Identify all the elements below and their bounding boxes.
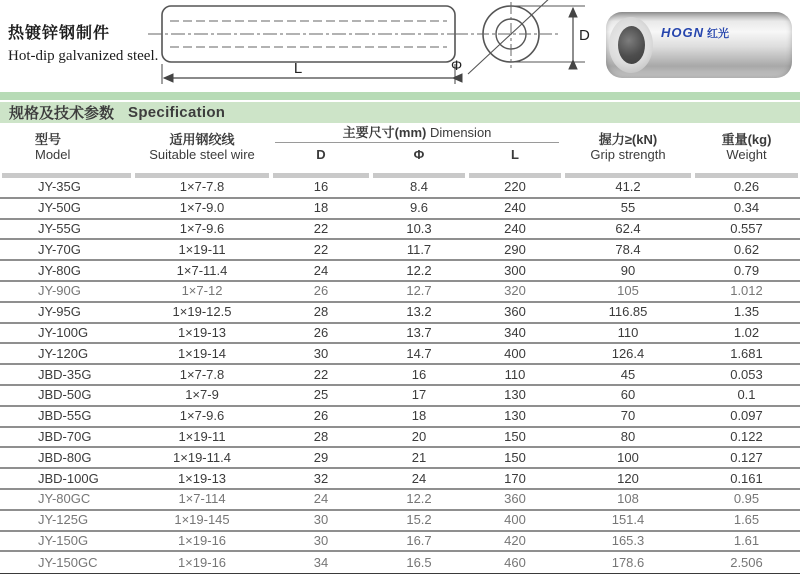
- d-cell: 24: [313, 491, 329, 507]
- l-cell: 110: [504, 366, 526, 382]
- grip-cell: 55: [620, 200, 636, 216]
- col-header-wire: 适用钢绞线 Suitable steel wire: [149, 132, 255, 162]
- l-cell: 400: [504, 345, 526, 361]
- table-row: [0, 552, 800, 573]
- wire-cell: 1×7-7.8: [179, 366, 225, 382]
- section-title-cn: 规格及技术参数: [9, 105, 115, 122]
- model-cell: JY-150GC: [38, 554, 98, 570]
- phi-cell: 24: [411, 470, 427, 486]
- intro-block: [8, 20, 158, 65]
- l-cell: 170: [504, 470, 526, 486]
- grip-cell: 126.4: [611, 345, 645, 361]
- col-group-dimension: 主要尺寸(mm) Dimension D Φ L: [271, 123, 563, 162]
- model-cell: JY-100G: [38, 324, 89, 340]
- d-cell: 30: [313, 532, 329, 548]
- model-cell: JY-95G: [38, 304, 81, 320]
- model-cell: JY-150G: [38, 532, 89, 548]
- grip-cell: 105: [617, 283, 639, 299]
- phi-cell: 12.7: [406, 283, 432, 299]
- phi-cell: 14.7: [406, 345, 432, 361]
- wire-cell: 1×7-7.8: [179, 179, 225, 195]
- top-section: [0, 0, 800, 92]
- model-cell: JBD-70G: [38, 428, 92, 444]
- page-title-en: Hot-dip galvanized steel.: [8, 48, 159, 64]
- model-cell: JBD-35G: [38, 366, 92, 382]
- bore-hole: [618, 26, 645, 64]
- product-photo: [606, 12, 792, 78]
- table-row: [0, 344, 800, 365]
- grip-cell: 178.6: [611, 554, 645, 570]
- weight-cell: 1.61: [733, 532, 760, 548]
- phi-cell: 16.7: [406, 532, 432, 548]
- cylinder-side-drawing: [148, 0, 470, 90]
- table-header: [0, 123, 800, 178]
- d-cell: 22: [313, 220, 329, 236]
- l-cell: 400: [504, 512, 526, 528]
- wire-cell: 1×7-9.6: [179, 408, 225, 424]
- wire-cell: 1×7-114: [178, 491, 226, 507]
- table-row: [0, 324, 800, 345]
- grip-cell: 70: [620, 408, 636, 424]
- wire-cell: 1×7-9.6: [179, 220, 225, 236]
- table-row: [0, 511, 800, 532]
- model-cell: JY-125G: [38, 512, 89, 528]
- grip-cell: 165.3: [611, 532, 645, 548]
- l-cell: 420: [504, 532, 526, 548]
- outer-dia-label: D: [579, 27, 590, 44]
- grip-cell: 62.4: [615, 220, 641, 236]
- table-row: [0, 303, 800, 324]
- table-row: [0, 407, 800, 428]
- grip-cell: 41.2: [615, 179, 641, 195]
- table-row: [0, 469, 800, 490]
- l-cell: 360: [504, 491, 526, 507]
- l-cell: 300: [504, 262, 526, 278]
- phi-cell: 16.5: [406, 554, 432, 570]
- l-cell: 240: [504, 220, 526, 236]
- d-cell: 29: [313, 449, 329, 465]
- model-cell: JY-120G: [38, 345, 89, 361]
- d-cell: 18: [313, 200, 329, 216]
- wire-cell: 1×19-16: [177, 554, 227, 570]
- inner-dia-label: Φ: [451, 57, 463, 73]
- phi-cell: 16: [411, 366, 427, 382]
- brand-logo-text: HOGN: [661, 25, 704, 40]
- col-header-grip: 握力≥(kN) Grip strength: [590, 132, 666, 162]
- d-cell: 26: [313, 408, 329, 424]
- phi-cell: 17: [411, 387, 427, 403]
- d-cell: 28: [313, 428, 329, 444]
- d-cell: 30: [313, 345, 329, 361]
- grip-cell: 151.4: [611, 512, 645, 528]
- l-cell: 150: [504, 449, 526, 465]
- phi-cell: 13.7: [406, 324, 432, 340]
- table-row: [0, 261, 800, 282]
- l-cell: 240: [504, 200, 526, 216]
- model-cell: JY-70G: [38, 241, 81, 257]
- grip-cell: 110: [617, 324, 639, 340]
- section-banner-title: [0, 102, 800, 123]
- grip-cell: 45: [620, 366, 636, 382]
- d-cell: 28: [313, 304, 329, 320]
- table-body: [0, 178, 800, 574]
- table-row: [0, 220, 800, 241]
- wire-cell: 1×19-11: [178, 428, 226, 444]
- wire-cell: 1×19-16: [177, 532, 227, 548]
- wire-cell: 1×19-14: [177, 345, 227, 361]
- length-dim-label: L: [293, 60, 303, 77]
- l-cell: 340: [504, 324, 526, 340]
- wire-cell: 1×19-12.5: [172, 304, 232, 320]
- weight-cell: 1.02: [733, 324, 760, 340]
- wire-cell: 1×19-13: [177, 324, 227, 340]
- col-header-phi: Φ: [413, 147, 425, 162]
- weight-cell: 1.681: [730, 345, 763, 361]
- phi-cell: 9.6: [409, 200, 429, 216]
- weight-cell: 1.012: [730, 283, 763, 299]
- model-cell: JY-80G: [38, 262, 81, 278]
- col-header-model: 型号 Model: [35, 132, 71, 162]
- model-cell: JY-50G: [38, 200, 81, 216]
- d-cell: 32: [313, 470, 329, 486]
- l-cell: 290: [504, 241, 526, 257]
- d-cell: 26: [313, 324, 329, 340]
- grip-cell: 116.85: [608, 304, 648, 320]
- weight-cell: 0.127: [730, 449, 763, 465]
- page-title-cn: 热镀锌钢制件: [8, 25, 111, 42]
- wire-cell: 1×19-11.4: [173, 449, 231, 465]
- l-cell: 360: [504, 304, 526, 320]
- table-row: [0, 386, 800, 407]
- wire-cell: 1×7-9.0: [179, 200, 225, 216]
- weight-cell: 0.1: [737, 387, 756, 403]
- section-title-en: Specification: [128, 104, 226, 121]
- d-cell: 24: [313, 262, 329, 278]
- weight-cell: 0.557: [730, 220, 763, 236]
- phi-cell: 10.3: [406, 220, 432, 236]
- model-cell: JY-80GC: [38, 491, 91, 507]
- l-cell: 130: [504, 408, 526, 424]
- section-banner: [0, 92, 800, 123]
- phi-cell: 21: [411, 449, 427, 465]
- d-cell: 30: [313, 512, 329, 528]
- grip-cell: 78.4: [615, 241, 641, 257]
- table-row: [0, 178, 800, 199]
- col-header-d: D: [316, 147, 326, 162]
- l-cell: 150: [504, 428, 526, 444]
- col-header-weight: 重量(kg) Weight: [721, 132, 772, 162]
- phi-cell: 18: [411, 408, 427, 424]
- grip-cell: 90: [620, 262, 636, 278]
- wire-cell: 1×7-11.4: [176, 262, 228, 278]
- wire-cell: 1×7-12: [181, 283, 223, 299]
- weight-cell: 0.26: [733, 179, 760, 195]
- wire-cell: 1×19-145: [174, 512, 230, 528]
- l-cell: 320: [504, 283, 526, 299]
- weight-cell: 0.95: [733, 491, 760, 507]
- grip-cell: 108: [617, 491, 639, 507]
- sleeve-end-face: [609, 17, 653, 73]
- table-row: [0, 240, 800, 261]
- model-cell: JBD-50G: [38, 387, 92, 403]
- model-cell: JY-55G: [38, 220, 81, 236]
- d-cell: 22: [313, 366, 329, 382]
- table-row: [0, 199, 800, 220]
- d-cell: 22: [313, 241, 329, 257]
- d-cell: 34: [313, 554, 329, 570]
- model-cell: JY-90G: [38, 283, 81, 299]
- col-header-l: L: [511, 147, 519, 162]
- table-row: [0, 282, 800, 303]
- phi-cell: 11.7: [406, 241, 432, 257]
- model-cell: JBD-55G: [38, 408, 92, 424]
- phi-cell: 12.2: [406, 262, 432, 278]
- weight-cell: 0.34: [733, 200, 760, 216]
- d-cell: 16: [313, 179, 329, 195]
- weight-cell: 0.122: [730, 428, 763, 444]
- weight-cell: 0.097: [730, 408, 763, 424]
- phi-cell: 13.2: [406, 304, 432, 320]
- wire-cell: 1×7-9: [185, 387, 219, 403]
- table-row: [0, 448, 800, 469]
- weight-cell: 0.79: [733, 262, 760, 278]
- phi-cell: 15.2: [406, 512, 432, 528]
- l-cell: 460: [504, 554, 526, 570]
- grip-cell: 60: [620, 387, 636, 403]
- l-cell: 220: [504, 179, 526, 195]
- grip-cell: 100: [617, 449, 639, 465]
- phi-cell: 12.2: [406, 491, 432, 507]
- wire-cell: 1×19-11: [178, 241, 226, 257]
- weight-cell: 2.506: [730, 554, 763, 570]
- brand-logo: [661, 24, 729, 42]
- grip-cell: 80: [620, 428, 636, 444]
- model-cell: JBD-80G: [38, 449, 92, 465]
- grip-cell: 120: [617, 470, 639, 486]
- brand-logo-cn: 红光: [707, 28, 729, 40]
- table-row: [0, 365, 800, 386]
- weight-cell: 1.65: [733, 512, 760, 528]
- wire-cell: 1×19-13: [177, 470, 227, 486]
- weight-cell: 0.62: [733, 241, 760, 257]
- model-cell: JBD-100G: [38, 470, 99, 486]
- model-cell: JY-35G: [38, 179, 81, 195]
- cross-section-drawing: [438, 0, 598, 90]
- table-row: [0, 490, 800, 511]
- weight-cell: 0.053: [730, 366, 763, 382]
- l-cell: 130: [504, 387, 526, 403]
- weight-cell: 1.35: [733, 304, 760, 320]
- table-row: [0, 428, 800, 449]
- banner-accent-stripe: [0, 92, 800, 100]
- d-cell: 26: [313, 283, 329, 299]
- weight-cell: 0.161: [730, 470, 763, 486]
- phi-cell: 20: [411, 428, 427, 444]
- d-cell: 25: [313, 387, 329, 403]
- phi-cell: 8.4: [409, 179, 429, 195]
- table-row: [0, 532, 800, 553]
